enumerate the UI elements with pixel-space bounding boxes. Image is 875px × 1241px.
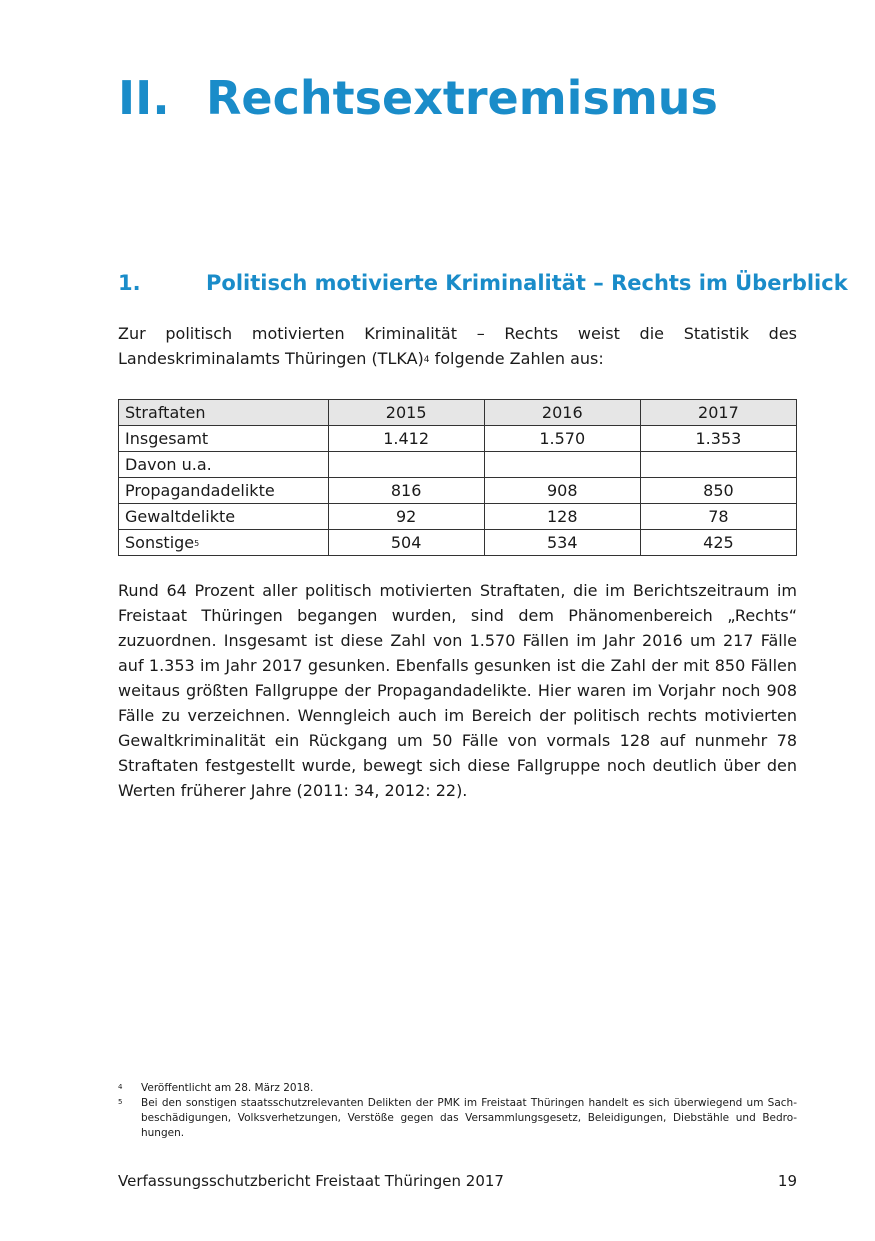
row-label: Insgesamt xyxy=(119,426,329,452)
cell-value: 92 xyxy=(328,504,484,530)
page-number: 19 xyxy=(777,1172,797,1190)
table-row xyxy=(119,452,797,478)
cell-value: 1.353 xyxy=(640,426,796,452)
table-row xyxy=(119,426,797,452)
intro-text: Zur politisch motivierten Kriminalität – Rechts weist die Statistik des Landeskriminalamts Thüringen (TLKA) xyxy=(118,324,797,368)
table-header-2017: 2017 xyxy=(640,400,796,426)
table-header-2015: 2015 xyxy=(328,400,484,426)
cell-value xyxy=(328,452,484,478)
intro-text-after: folgende Zahlen aus: xyxy=(429,349,604,368)
row-label: Davon u.a. xyxy=(119,452,329,478)
footnote-text: Bei den sonstigen staatsschutzrelevanten Delikten der PMK im Freistaat Thüringen handelt es sich überwiegend um Sachbeschädigungen, Volksverhetzungen, Verstöße gegen das Versammlungsgesetz, Beleidigungen, Diebstähle und Bedrohungen. xyxy=(141,1097,797,1139)
cell-value: 850 xyxy=(640,478,796,504)
footnotes xyxy=(118,1081,797,1141)
row-label: Propagandadelikte xyxy=(119,478,329,504)
section-title: Politisch motivierte Kriminalität – Rechts im Überblick xyxy=(206,271,848,295)
footnote-number: 4 xyxy=(118,1083,123,1091)
intro-paragraph xyxy=(118,321,797,371)
table-row xyxy=(119,530,797,556)
footnote-4 xyxy=(118,1081,797,1096)
row-label: Gewaltdelikte xyxy=(119,504,329,530)
table-header-straftaten: Straftaten xyxy=(119,400,329,426)
footnote-5 xyxy=(118,1096,797,1141)
chapter-heading xyxy=(118,68,718,128)
cell-value: 1.412 xyxy=(328,426,484,452)
body-paragraph: Rund 64 Prozent aller politisch motivierten Straftaten, die im Berichtszeitraum im Freistaat Thüringen begangen wurden, sind dem Phänomenbereich „Rechts“ zuzuordnen. Insgesamt ist diese Zahl von 1.570 Fällen im Jahr 2016 um 217 Fälle auf 1.353 im Jahr 2017 gesunken. Ebenfalls gesunken ist die Zahl der mit 850 Fällen weitaus größten Fallgruppe der Propagandadelikte. Hier waren im Vorjahr noch 908 Fälle zu verzeichnen. Wenngleich auch im Bereich der politisch rechts motivierten Gewaltkriminalität ein Rückgang um 50 Fälle von vormals 128 auf nunmehr 78 Straftaten festgestellt wurde, bewegt sich diese Fallgruppe noch deutlich über den Werten früherer Jahre (2011: 34, 2012: 22). xyxy=(118,581,797,800)
cell-value: 1.570 xyxy=(484,426,640,452)
page-footer xyxy=(118,1170,797,1192)
cell-value: 908 xyxy=(484,478,640,504)
footnote-text: Veröffentlicht am 28. März 2018. xyxy=(141,1082,314,1094)
footnote-number: 5 xyxy=(118,1098,123,1106)
cell-value xyxy=(640,452,796,478)
footer-publication: Verfassungsschutzbericht Freistaat Thüringen 2017 xyxy=(118,1172,504,1190)
crime-statistics-table xyxy=(118,399,797,556)
footnote-ref-4: 4 xyxy=(423,355,430,365)
table-row xyxy=(119,478,797,504)
cell-value: 816 xyxy=(328,478,484,504)
table-row xyxy=(119,504,797,530)
chapter-number: II. xyxy=(118,71,170,125)
cell-value: 425 xyxy=(640,530,796,556)
row-label xyxy=(119,530,329,556)
section-heading xyxy=(118,268,848,298)
chapter-title: Rechtsextremismus xyxy=(206,71,718,125)
footnote-ref-5: 5 xyxy=(194,538,200,548)
section-number: 1. xyxy=(118,271,141,295)
row-label-text: Sonstige xyxy=(125,532,195,552)
cell-value: 128 xyxy=(484,504,640,530)
table-header-row xyxy=(119,400,797,426)
cell-value xyxy=(484,452,640,478)
cell-value: 504 xyxy=(328,530,484,556)
cell-value: 534 xyxy=(484,530,640,556)
table-header-2016: 2016 xyxy=(484,400,640,426)
cell-value: 78 xyxy=(640,504,796,530)
